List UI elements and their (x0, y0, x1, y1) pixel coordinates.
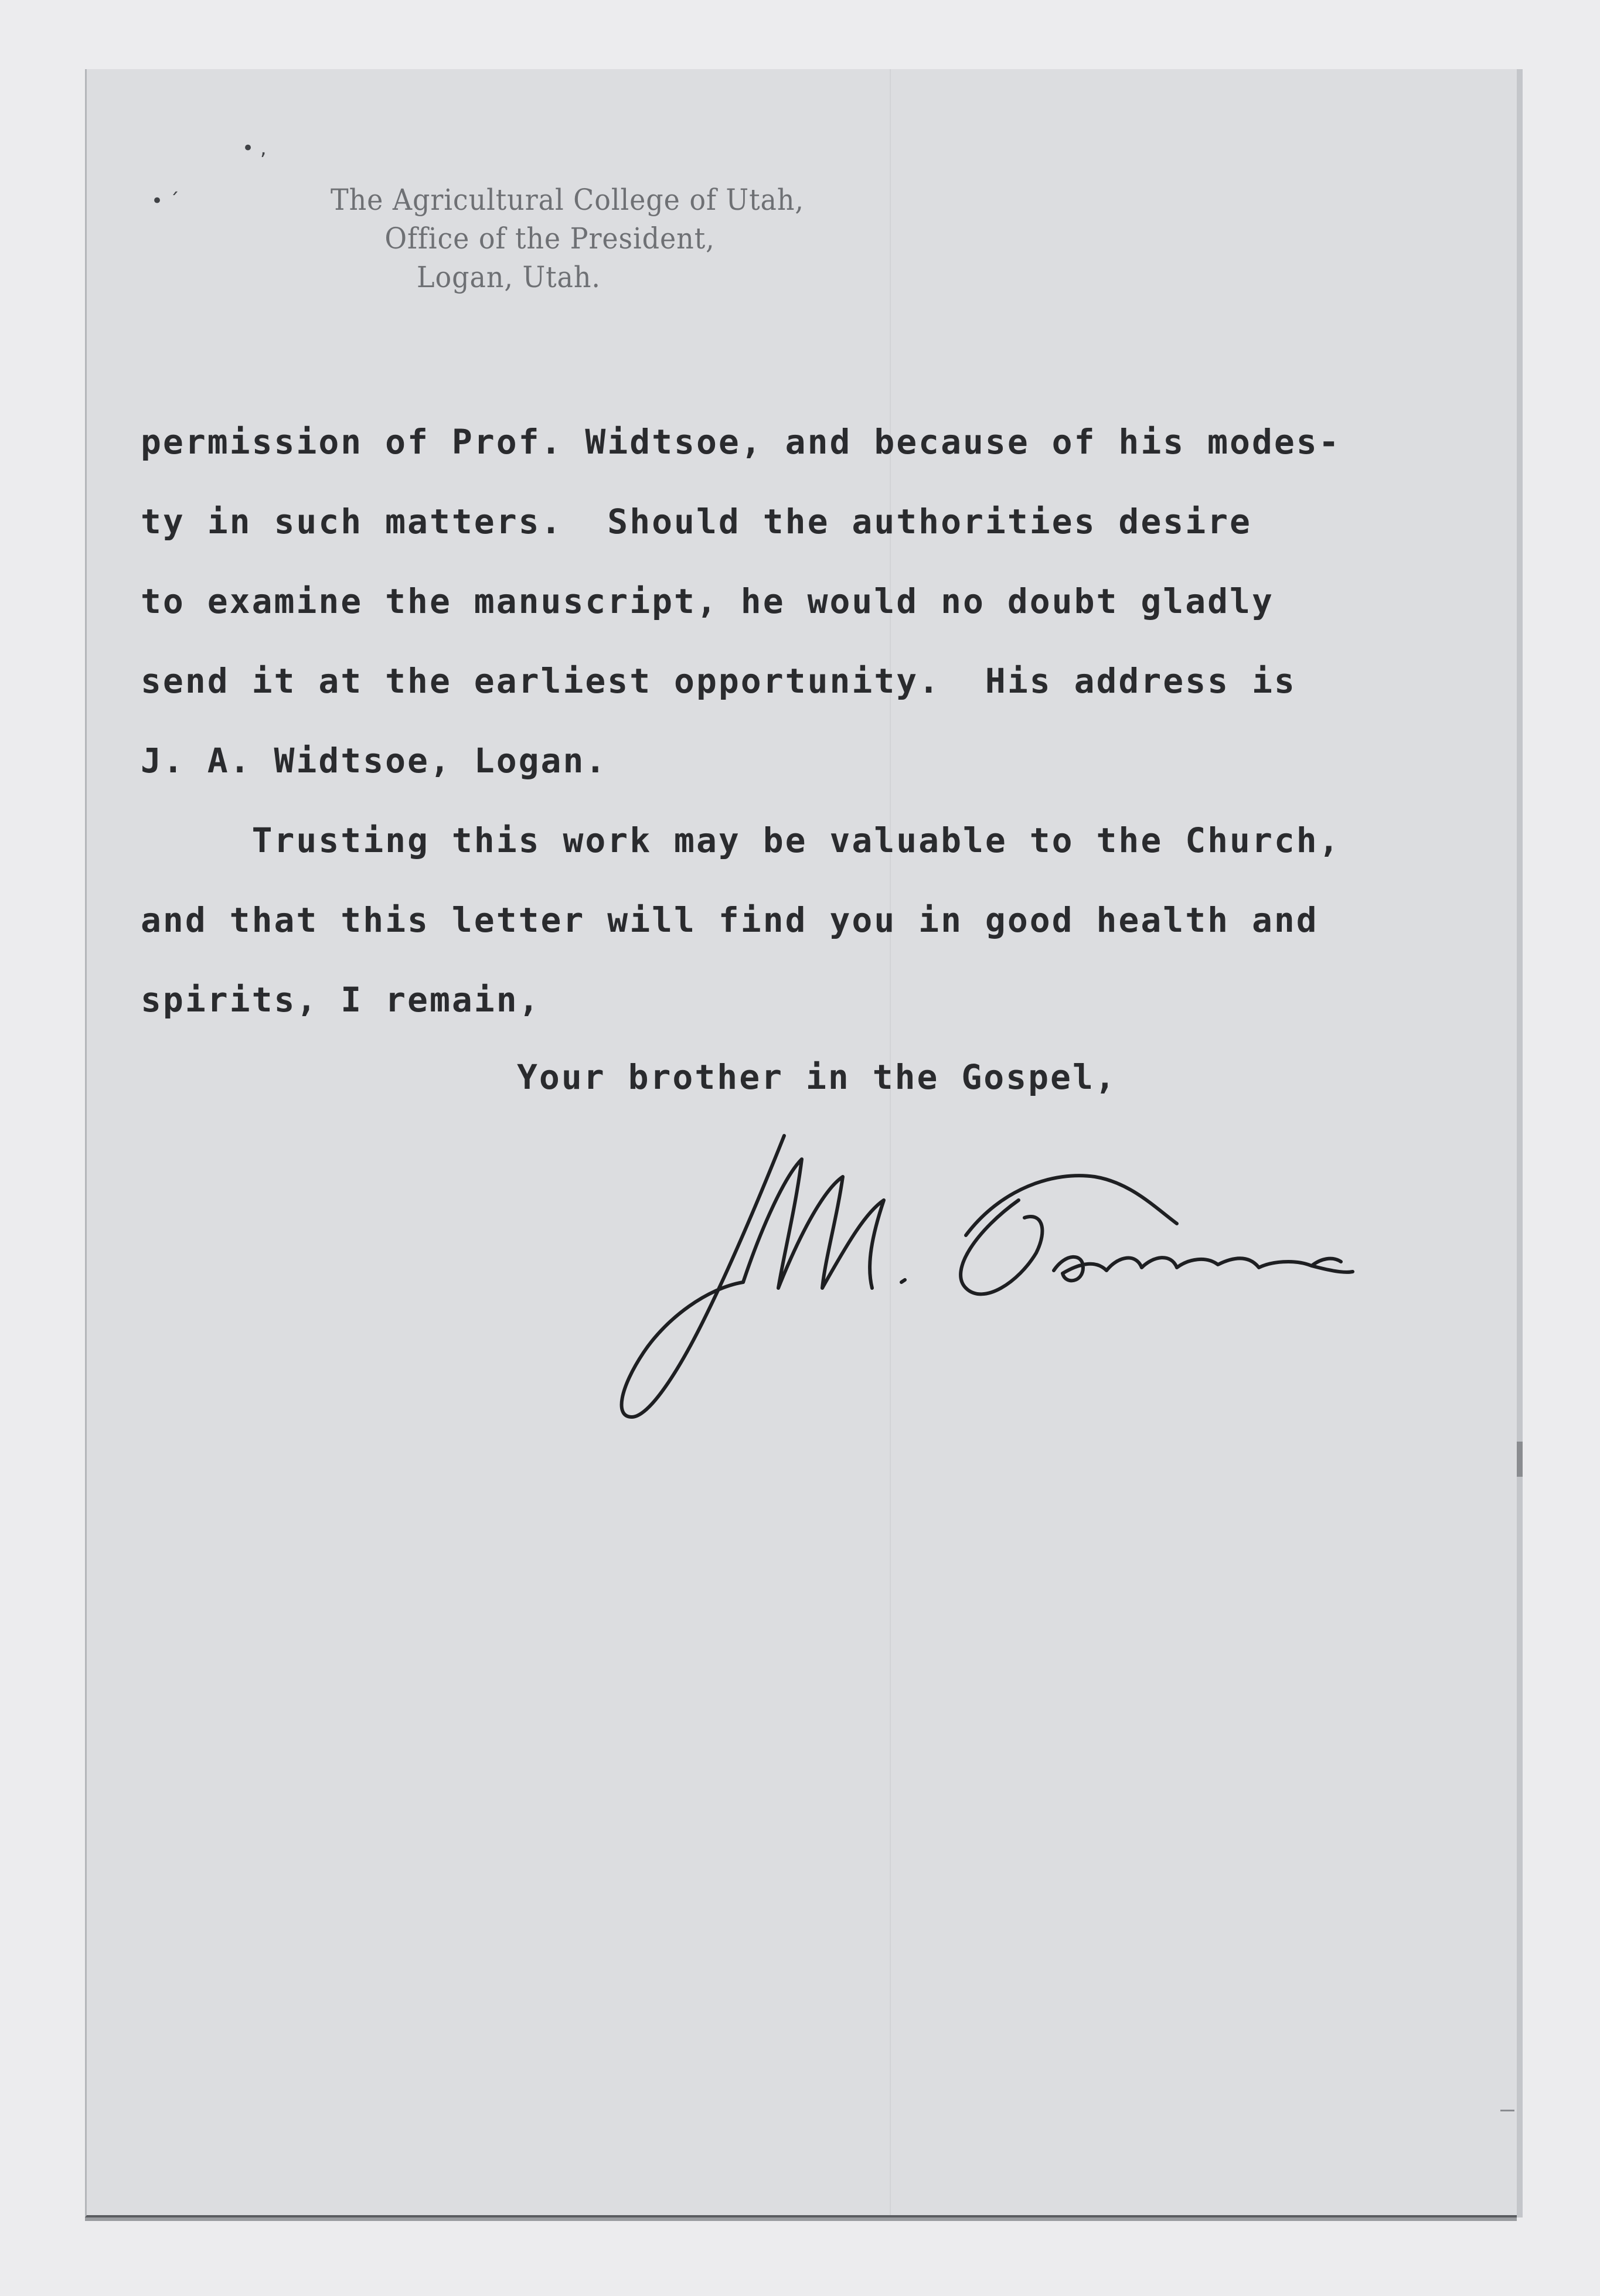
ink-dot-mark: • ´ (151, 189, 179, 213)
body-line: Trusting this work may be valuable to the Church, (141, 820, 1341, 860)
letterhead-institution: The Agricultural College of Utah, (331, 183, 804, 217)
letter-page (85, 69, 1517, 2217)
ink-dot-mark: • , (242, 137, 267, 160)
body-line: ty in such matters. Should the authorities desire (141, 502, 1252, 541)
page-edge-mark (1517, 1442, 1523, 1477)
letterhead-location: Logan, Utah. (417, 260, 601, 294)
body-line: and that this letter will find you in good health and (141, 900, 1319, 940)
letterhead (87, 180, 804, 297)
body-line: spirits, I remain, (141, 980, 541, 1020)
body-line: permission of Prof. Widtsoe, and because of his modes- (141, 422, 1341, 462)
body-line: J. A. Widtsoe, Logan. (141, 741, 608, 781)
body-line: send it at the earliest opportunity. His address is (141, 661, 1296, 701)
letterhead-office: Office of the President, (384, 222, 715, 256)
page-edge-mark (1500, 2110, 1514, 2111)
closing-salutation: Your brother in the Gospel, (517, 1057, 1117, 1097)
handwritten-signature (591, 1112, 1470, 1440)
body-line: to examine the manuscript, he would no doubt gladly (141, 581, 1274, 621)
